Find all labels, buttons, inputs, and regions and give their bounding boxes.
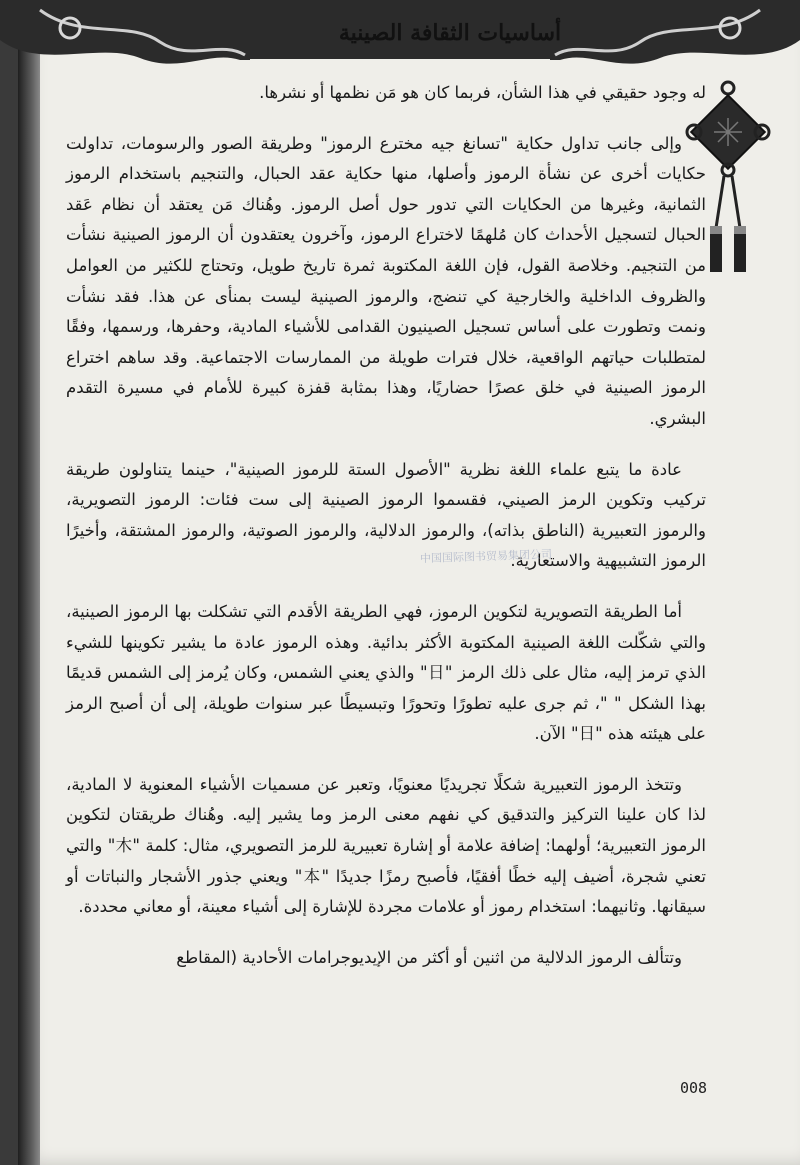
paragraph-1: له وجود حقيقي في هذا الشأن، فربما كان هو مَن نظمها أو نشرها. — [259, 83, 706, 102]
paragraph-4: أما الطريقة التصويرية لتكوين الرموز، فهي الطريقة الأقدم التي تشكلت بها الرموز الصينية، والتي شكّلت اللغة الصينية المكتوبة الأكثر بدائية. وهذه الرموز عادة ما يشير تكوينها للشيء الذي ترمز إليه، مثال على ذلك الرمز "日" والذي يعني الشمس، وكان يُرمز إلى الشمس قديمًا بهذا الشكل " "، ثم جرى عليه تطورًا وتحورًا وتبسيطًا عبر سنوات طويلة، إلى أن أصبح الرمز على هيئته هذه "日" الآن. — [66, 601, 706, 744]
page-header-title: أساسيات الثقافة الصينية — [338, 20, 562, 46]
book-spine — [18, 0, 40, 1165]
paragraph-3: عادة ما يتبع علماء اللغة نظرية "الأصول الستة للرموز الصينية"، حينما يتناولون طريقة تركيب وتكوين الرمز الصيني، فقسموا الرموز الصينية إلى ست فئات: الرموز التصويرية، والرموز التعبيرية (الناطق بذاته)، والرموز الدلالية، والرموز الصوتية، والرموز المشتقة، وأخيرًا الرموز التشبيهية والاستعارية. — [66, 459, 706, 571]
paragraph-2: وإلى جانب تداول حكاية "تسانغ جيه مخترع الرموز" وطريقة الصور والرسومات، تداولت حكايات أخرى عن نشأة الرموز وأصلها، منها حكاية عقد الحبال، والتنجيم باستخدام الرموز الثمانية، وغيرها من الحكايات التي تدور حول أصل الرموز. وهُناك مَن يعتقد أن نظام عَقد الحبال لتسجيل الأحداث كان مُلهمًا لاختراع الرموز، وآخرون يعتقدون أن الرموز الصينية نشأت من التنجيم. وخلاصة القول، فإن اللغة المكتوبة ثمرة تاريخ طويل، وتحتاج للكثير من العوامل والظروف الداخلية والخارجية كي تنضج، والرموز الصينية ليست بمنأى عن هذا. فقد نشأت ونمت وتطورت على أساس تسجيل الصينيون القدامى للأشياء المادية، وحفرها، ورسمها، وفقًا لمتطلبات حياتهم الواقعية، خلال فترات طويلة من الممارسات الاجتماعية. وقد ساهم اختراع الرموز الصينية في خلق عصرًا حضاريًا، وهذا بمثابة قفزة كبيرة للأمام في مسيرة التقدم البشري. — [66, 133, 706, 428]
body-text — [66, 78, 706, 993]
page-number: 008 — [680, 1079, 708, 1097]
watermark-stamp: 中国国际图书贸易集团公司 — [419, 547, 553, 566]
paragraph-5: وتتخذ الرموز التعبيرية شكلًا تجريديًا معنويًا، وتعبر عن مسميات الأشياء المعنوية لا المادية، لذا كان علينا التركيز والتدقيق كي نفهم معنى الرمز وما يشير إليه. وهُناك طريقتان لتكوين الرموز التعبيرية؛ أولهما: إضافة علامة أو إشارة تعبيرية للرمز التصويري، مثال: كلمة "木" والتي تعني شجرة، أضيف إليه خطًا أفقيًا، فأصبح رمزًا جديدًا "本" ويعني جذور الأشجار والنباتات أو سيقانها. وثانيهما: استخدام رموز أو علامات مجردة للإشارة إلى أشياء معينة، أو معاني محددة. — [66, 774, 707, 917]
paragraph-6: وتتألف الرموز الدلالية من اثنين أو أكثر من الإيديوجرامات الأحادية (المقاطع — [176, 947, 682, 967]
